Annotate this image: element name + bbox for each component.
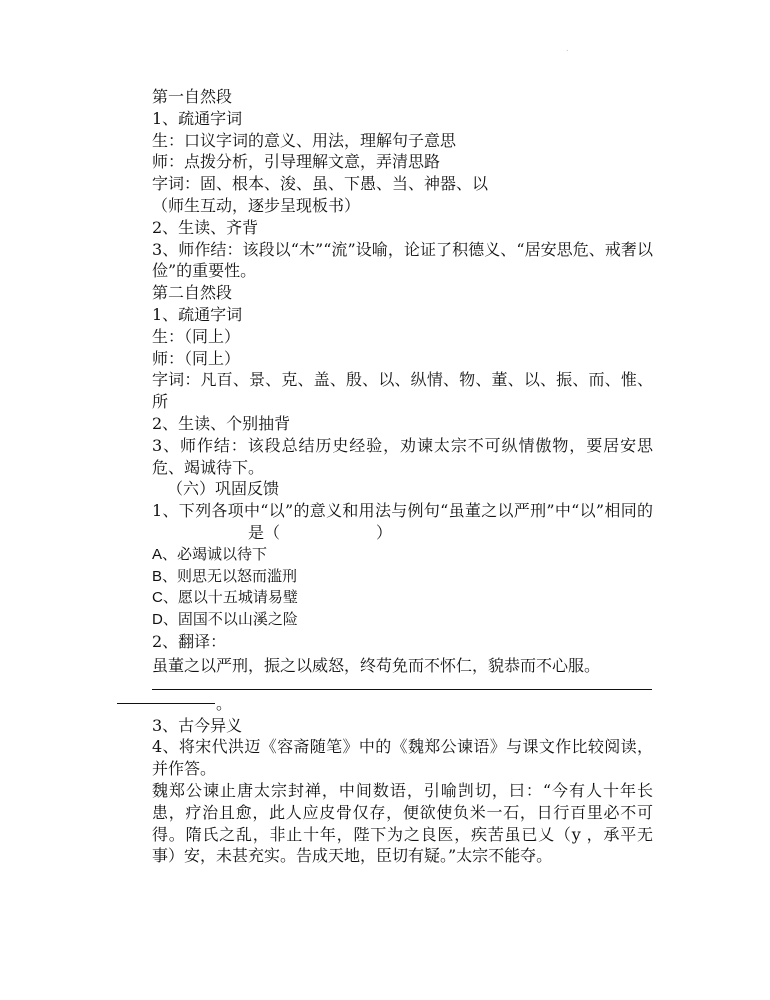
section-heading-1: 第一自然段 (152, 87, 233, 106)
teacher-activity-1: 师：点拨分析，引导理解文意，弄清思路 (152, 152, 441, 172)
question-1-text: 1、下列各项中“以”的意义和用法与例句“虽董之以严刑”中“以”相同的 (152, 501, 653, 521)
question-3: 3、古今异义 (152, 715, 243, 735)
question-4: 4、将宋代洪迈《容斋随笔》中的《魏郑公谏语》与课文作比较阅读，并作答。 (152, 737, 653, 779)
step-reading-1: 2、生读、齐背 (152, 217, 259, 237)
option-b: B、则思无以怒而滥刑 (152, 567, 298, 585)
question-1 (117, 500, 653, 544)
question-1-answer-close: ） (376, 522, 393, 542)
question-2: 2、翻译： (152, 631, 227, 651)
translation-sentence: 虽董之以严刑，振之以威怒，终苟免而不怀仁，貌恭而不心服。 (152, 655, 601, 675)
document-body (117, 86, 653, 867)
answer-line-short (117, 703, 215, 704)
summary-2: 3、师作结：该段总结历史经验，劝谏太宗不可纵情傲物，要居安思危、竭诚待下。 (152, 435, 653, 477)
step-vocabulary-2: 1、疏通字词 (152, 304, 243, 324)
word-list-2: 字词：凡百、景、克、盖、殷、以、纵情、物、董、以、振、而、惟、所 (152, 370, 653, 412)
option-c: C、愿以十五城请易璧 (152, 589, 298, 607)
section-heading-2: 第二自然段 (152, 283, 233, 303)
option-a: A、必竭诚以待下 (152, 545, 268, 563)
answer-line-row (117, 693, 653, 715)
answer-line-period: 。 (216, 693, 233, 713)
question-1-answer-open: 是（ (248, 522, 281, 542)
word-list-1: 字词：固、根本、浚、虽、下愚、当、神器、以 (152, 174, 489, 194)
board-note: （师生互动，逐步呈现板书） (152, 195, 361, 215)
summary-1: 3、师作结：该段以“木”“流”设喻，论证了积德义、“居安思危、戒奢以俭”的重要性。 (152, 239, 653, 281)
step-reading-2: 2、生读、个别抽背 (152, 413, 291, 433)
student-activity-2: 生：（同上） (152, 326, 241, 346)
answer-line-long (152, 689, 652, 690)
section-heading-feedback: （六）巩固反馈 (167, 479, 280, 499)
student-activity-1: 生：口议字词的意义、用法，理解句子意思 (152, 130, 457, 150)
step-vocabulary-1: 1、疏通字词 (152, 108, 243, 128)
reading-passage: 魏郑公谏止唐太宗封禅，中间数语，引喻剀切，曰：“今有人十年长患，疗治且愈，此人应皮骨仅存，便欲使负米一石，日行百里必不可得。隋氏之乱，非止十年，陛下为之良医，疾苦虽已乂（y ，承平无事）安，未甚充实。告成天地，臣切有疑。”太宗不能夺。 (152, 780, 653, 866)
corner-mark: . (566, 44, 569, 53)
teacher-activity-2: 师：（同上） (152, 348, 241, 368)
option-d: D、固国不以山溪之险 (152, 611, 298, 629)
